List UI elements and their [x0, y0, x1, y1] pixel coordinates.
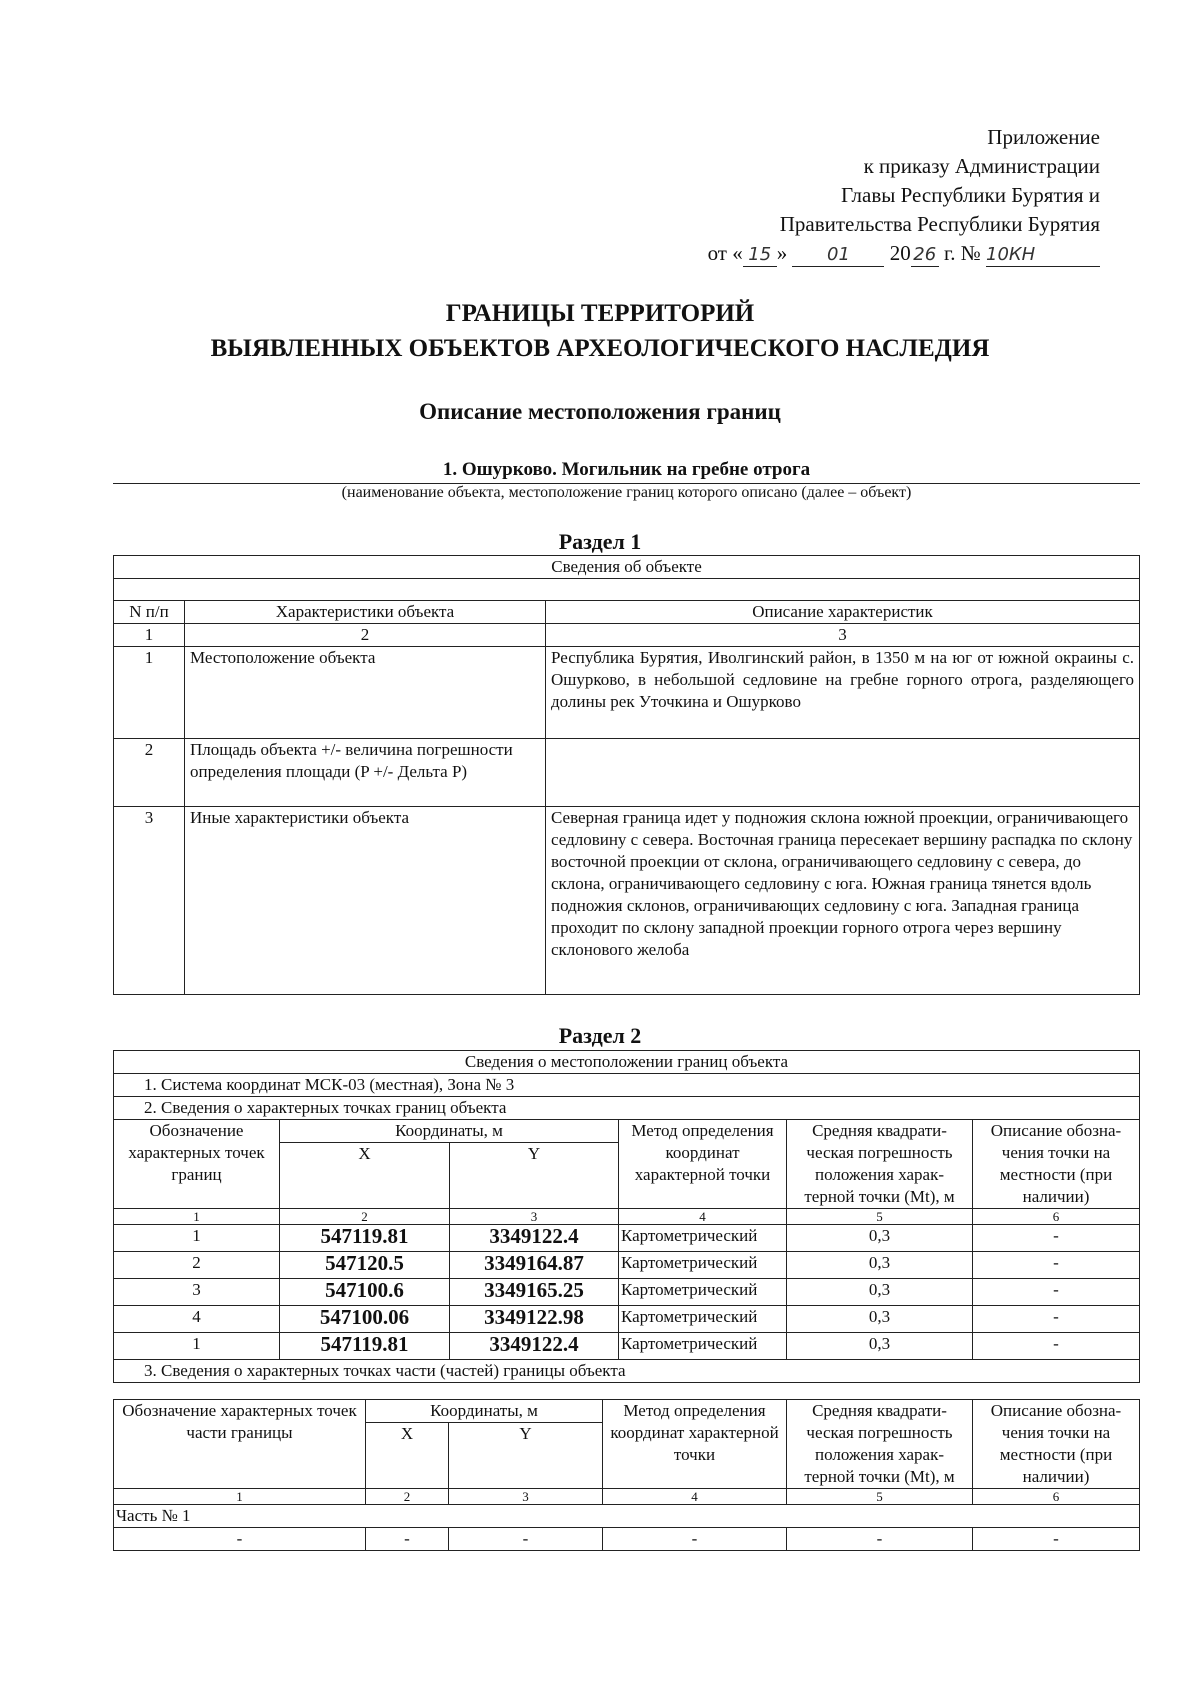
appendix-line4: Правительства Республики Бурятия	[779, 212, 1100, 236]
appendix-line2: к приказу Администрации	[863, 154, 1100, 178]
parts-subheading: 3. Сведения о характерных точках части (частей) границы объекта	[114, 1360, 1140, 1383]
col-number: 4	[603, 1489, 787, 1505]
header-part-error: Средняя квадрати-ческая погрешность положения харак-терной точки (Mt), м	[787, 1400, 973, 1489]
order-mid: »	[776, 241, 788, 265]
table-title: Сведения о местоположении границ объекта	[114, 1051, 1140, 1074]
subheading-row	[114, 1097, 1140, 1120]
table-row	[114, 1225, 1140, 1252]
order-day: 15	[743, 244, 777, 267]
point-desc: -	[973, 1306, 1140, 1333]
header-part-x: X	[366, 1423, 449, 1489]
col-number: 3	[450, 1209, 619, 1225]
point-y: 3349122.98	[450, 1306, 619, 1333]
header-part-coords: Координаты, м	[366, 1400, 603, 1423]
point-number: 3	[114, 1279, 280, 1306]
row-name: Площадь объекта +/- величина погрешности определения площади (P +/- Дельта P)	[185, 739, 546, 807]
col-number: 5	[787, 1209, 973, 1225]
order-year: 26	[911, 244, 939, 267]
header-description: Описание характеристик	[546, 601, 1140, 624]
title-line1: ГРАНИЦЫ ТЕРРИТОРИЙ	[445, 300, 755, 327]
point-x: 547119.81	[280, 1225, 450, 1252]
header-part-y: Y	[449, 1423, 603, 1489]
header-x: X	[280, 1143, 450, 1209]
point-method: Картометрический	[619, 1333, 787, 1360]
point-error: 0,3	[787, 1252, 973, 1279]
row-desc: Республика Бурятия, Иволгинский район, в 1350 м на юг от южной окраины с. Ошурково, в небольшой седловине на гребне горного отрога, разделяющего долины рек Уточкина и Ошурково	[546, 647, 1140, 739]
col-number: 2	[280, 1209, 450, 1225]
col-number: 4	[619, 1209, 787, 1225]
point-desc: -	[973, 1252, 1140, 1279]
col-number: 1	[114, 1209, 280, 1225]
part-cell: -	[603, 1528, 787, 1551]
subheading-row	[114, 1360, 1140, 1383]
header-part-point: Обозначение характерных точек части границы	[114, 1400, 366, 1489]
point-x: 547120.5	[280, 1252, 450, 1279]
col-number: 2	[366, 1489, 449, 1505]
appendix-block	[708, 123, 1100, 268]
part-cell: -	[449, 1528, 603, 1551]
appendix-line1: Приложение	[987, 125, 1100, 149]
col-number: 6	[973, 1489, 1140, 1505]
row-desc: Северная граница идет у подножия склона южной проекции, ограничивающего седловину с севера. Восточная граница пересекает вершину распадка по склону восточной проекции от склона, ограничивающего седловину с севера, до склона, ограничивающего седловину с юга. Южная граница тянется вдоль подножия склонов, ограничивающих седловину с юга. Западная граница проходит по склону западной проекции горного отрога через вершину склонового желоба	[546, 807, 1140, 995]
col-number: 3	[546, 624, 1140, 647]
point-desc: -	[973, 1279, 1140, 1306]
header-part-method: Метод определения координат характерной точки	[603, 1400, 787, 1489]
appendix-line3: Главы Республики Бурятия и	[841, 183, 1100, 207]
row-name: Местоположение объекта	[185, 647, 546, 739]
table-row	[114, 1528, 1140, 1551]
header-row	[114, 601, 1140, 624]
part-cell: -	[973, 1528, 1140, 1551]
order-month: 01	[792, 244, 884, 267]
header-characteristic: Характеристики объекта	[185, 601, 546, 624]
table-row	[114, 1333, 1140, 1360]
table-title-row	[114, 556, 1140, 579]
section1-heading: Раздел 1	[558, 529, 642, 554]
part-cell: -	[114, 1528, 366, 1551]
header-y: Y	[450, 1143, 619, 1209]
table-row	[114, 1306, 1140, 1333]
point-x: 547100.6	[280, 1279, 450, 1306]
title-line2: ВЫЯВЛЕННЫХ ОБЪЕКТОВ АРХЕОЛОГИЧЕСКОГО НАСЛЕДИЯ	[210, 335, 990, 362]
table-row	[114, 1252, 1140, 1279]
header-method: Метод определения координат характерной точки	[619, 1120, 787, 1209]
point-error: 0,3	[787, 1333, 973, 1360]
column-number-row	[114, 1209, 1140, 1225]
point-desc: -	[973, 1333, 1140, 1360]
order-g: г. №	[943, 241, 981, 265]
header-coords: Координаты, м	[280, 1120, 619, 1143]
point-error: 0,3	[787, 1306, 973, 1333]
col-number: 1	[114, 624, 185, 647]
header-row	[114, 1120, 1140, 1143]
point-number: 2	[114, 1252, 280, 1279]
point-method: Картометрический	[619, 1252, 787, 1279]
section1-table	[113, 555, 1140, 995]
part-label: Часть № 1	[114, 1505, 1140, 1528]
col-number: 5	[787, 1489, 973, 1505]
point-y: 3349122.4	[450, 1333, 619, 1360]
point-number: 1	[114, 1225, 280, 1252]
col-number: 1	[114, 1489, 366, 1505]
point-method: Картометрический	[619, 1225, 787, 1252]
table-row	[114, 807, 1140, 995]
point-number: 4	[114, 1306, 280, 1333]
col-number: 2	[185, 624, 546, 647]
object-note: (наименование объекта, местоположение границ которого описано (далее – объект)	[341, 484, 912, 501]
empty-row	[114, 579, 1140, 601]
header-part-desc: Описание обозна-чения точки на местности (при наличии)	[973, 1400, 1140, 1489]
column-number-row	[114, 624, 1140, 647]
table-title: Сведения об объекте	[114, 556, 1140, 579]
row-number: 3	[114, 807, 185, 995]
section2-heading: Раздел 2	[558, 1023, 642, 1048]
point-y: 3349165.25	[450, 1279, 619, 1306]
table-row	[114, 647, 1140, 739]
col-number: 6	[973, 1209, 1140, 1225]
header-error: Средняя квадрати-ческая погрешность положения харак-терной точки (Mt), м	[787, 1120, 973, 1209]
order-prefix: от «	[707, 241, 743, 265]
object-name: 1. Ошурково. Могильник на гребне отрога	[113, 457, 1140, 484]
table-row	[114, 1279, 1140, 1306]
point-error: 0,3	[787, 1279, 973, 1306]
row-number: 1	[114, 647, 185, 739]
header-point: Обозначение характерных точек границ	[114, 1120, 280, 1209]
section2-parts-table	[113, 1399, 1140, 1551]
point-error: 0,3	[787, 1225, 973, 1252]
row-name: Иные характеристики объекта	[185, 807, 546, 995]
point-x: 547100.06	[280, 1306, 450, 1333]
point-y: 3349122.4	[450, 1225, 619, 1252]
row-number: 2	[114, 739, 185, 807]
column-number-row	[114, 1489, 1140, 1505]
point-y: 3349164.87	[450, 1252, 619, 1279]
table-title-row	[114, 1051, 1140, 1074]
part-label-row	[114, 1505, 1140, 1528]
section2-table	[113, 1050, 1140, 1383]
part-cell: -	[787, 1528, 973, 1551]
order-line	[708, 239, 1100, 268]
header-desc: Описание обозна-чения точки на местности (при наличии)	[973, 1120, 1140, 1209]
header-n: N п/п	[114, 601, 185, 624]
col-number: 3	[449, 1489, 603, 1505]
point-x: 547119.81	[280, 1333, 450, 1360]
points-subheading: 2. Сведения о характерных точках границ объекта	[114, 1097, 1140, 1120]
point-number: 1	[114, 1333, 280, 1360]
table-row	[114, 739, 1140, 807]
order-year-prefix: 20	[889, 241, 911, 265]
point-desc: -	[973, 1225, 1140, 1252]
coord-system: 1. Система координат МСК-03 (местная), Зона № 3	[114, 1074, 1140, 1097]
order-number: 10КН	[986, 244, 1100, 267]
part-cell: -	[366, 1528, 449, 1551]
subheading-row	[114, 1074, 1140, 1097]
point-method: Картометрический	[619, 1279, 787, 1306]
point-method: Картометрический	[619, 1306, 787, 1333]
subtitle: Описание местоположения границ	[419, 399, 781, 424]
header-row	[114, 1400, 1140, 1423]
row-desc	[546, 739, 1140, 807]
